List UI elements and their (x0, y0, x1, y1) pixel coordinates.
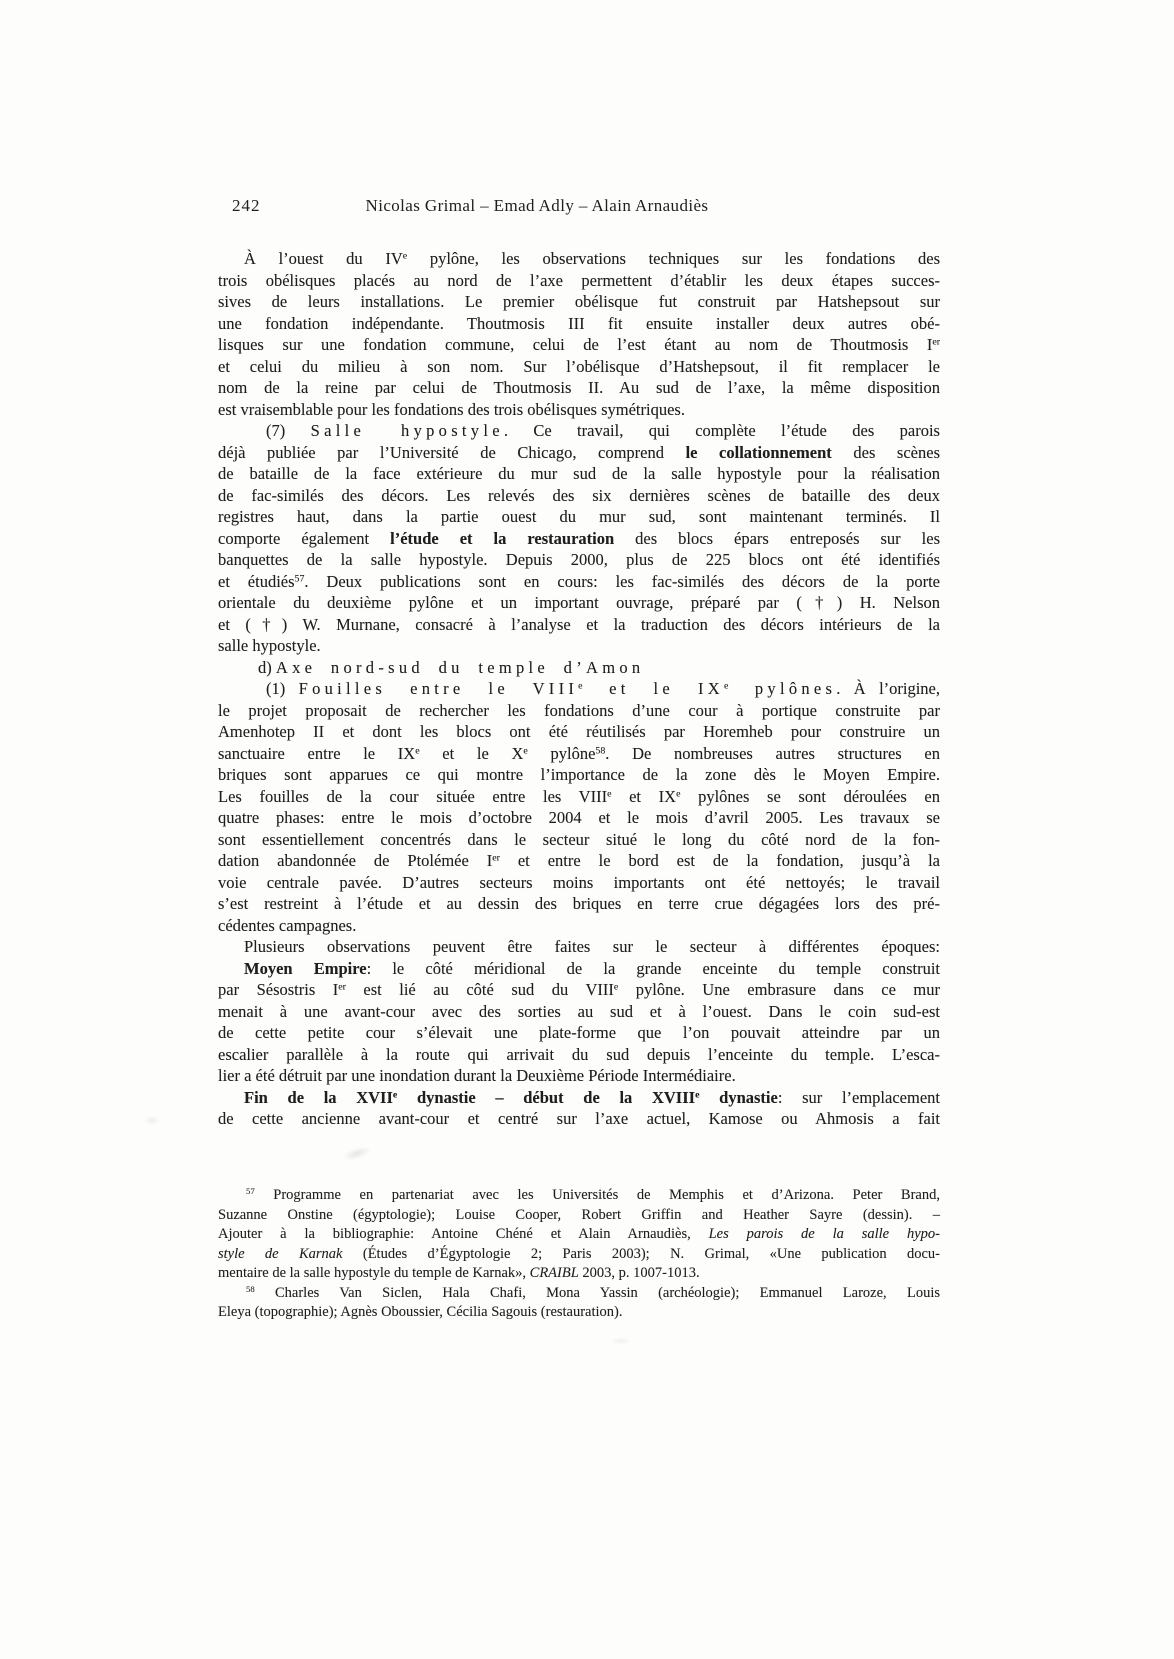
text-line: menait à une avant-cour avec des sorties au sud et à l’ouest. Dans le coin sud-est (218, 1001, 940, 1021)
scan-artifact (144, 1116, 160, 1125)
text-line: de cette petite cour s’élevait une plate-forme que l’on pouvait atteindre par un (218, 1023, 940, 1042)
text-line: $^{57}$ Programme en partenariat avec les Universités de Memphis et d’Arizona. Peter Brand, (246, 1186, 940, 1203)
text-line: Les fouilles de la cour située entre les VIIIe et IXe pylônes se sont déroulées en (218, 786, 940, 806)
text-line: sives de leurs installations. Le premier obélisque fut construit par Hatshepsout sur (218, 292, 940, 311)
footnote-57 (218, 1186, 940, 1284)
text-line: (7) Salle hypostyle. Ce travail, qui complète l’étude des parois (266, 421, 940, 440)
text-line: Ajouter à la bibliographie: Antoine Chéné et Alain Arnaudiès, Les parois de la salle hypo- (218, 1226, 940, 1242)
text-line: salle hypostyle. (218, 636, 321, 655)
text-line: trois obélisques placés au nord de l’axe permettent d’établir les deux étapes succes- (218, 270, 940, 290)
text-line: d) Axe nord-sud du temple d’Amon (258, 657, 645, 677)
page-number: 242 (232, 196, 261, 215)
footnotes (218, 1186, 940, 1323)
text-line: À l’ouest du IVe pylône, les observations techniques sur les fondations des (244, 249, 940, 268)
text-line: est vraisemblable pour les fondations des trois obélisques symétriques. (218, 399, 685, 419)
text-line: mentaire de la salle hypostyle du temple de Karnak», CRAIBL 2003, p. 1007-1013. (218, 1265, 700, 1281)
text-line: Amenhotep II et dont les blocs ont été réutilisés par Horemheb pour construire un (218, 722, 940, 741)
text-line: et (†) W. Murnane, consacré à l’analyse et la traduction des décors intérieurs de la (218, 614, 940, 634)
text-line: et étudiés$^{57}$. Deux publications sont en cours: les fac-similés des décors de la porte (218, 571, 940, 591)
text-line: cédentes campagnes. (218, 915, 357, 935)
text-line: dation abandonnée de Ptolémée Ier et entre le bord est de la fondation, jusqu’à la (218, 851, 940, 870)
para-obelisques (218, 248, 940, 420)
text-line: orientale du deuxième pylône et un important ouvrage, préparé par (†) H. Nelson (218, 593, 940, 612)
para-fouilles-pylones (218, 678, 940, 936)
para-salle-hypostyle (218, 420, 940, 657)
text-line: de bataille de la face extérieure du mur sud de la salle hypostyle pour la réalisation (218, 464, 940, 483)
text-line: de cette ancienne avant-cour et centré sur l’axe actuel, Kamose ou Ahmosis a fait (218, 1109, 940, 1128)
text-line: quatre phases: entre le mois d’octobre 2004 et le mois d’avril 2005. Les travaux se (218, 808, 940, 827)
text-line: lisques sur une fondation commune, celui de l’est étant au nom de Thoutmosis Ier (218, 335, 940, 354)
text-line: déjà publiée par l’Université de Chicago, comprend le collationnement des scènes (218, 442, 940, 462)
text-line: (1) Fouilles entre le VIIIe et le IXe pylônes. À l’origine, (266, 679, 941, 698)
text-line: et celui du milieu à son nom. Sur l’obélisque d’Hatshepsout, il fit remplacer le (218, 356, 940, 376)
text-line: le projet proposait de rechercher les fondations d’une cour à portique construite par (218, 700, 940, 720)
scan-artifact (610, 1337, 632, 1345)
text-line: de fac-similés des décors. Les relevés des six dernières scènes de bataille des deux (218, 485, 940, 505)
running-head-authors: Nicolas Grimal – Emad Adly – Alain Arnaudiès (365, 196, 709, 215)
text-line: une fondation indépendante. Thoutmosis III fit ensuite installer deux autres obé- (218, 313, 940, 333)
para-observations (218, 936, 940, 958)
text-line: Fin de la XVIIe dynastie – début de la XVIIIe dynastie: sur l’emplacement (244, 1087, 940, 1107)
scan-artifact (341, 1144, 373, 1164)
footnote-58 (218, 1284, 940, 1323)
text-line: Moyen Empire: le côté méridional de la grande enceinte du temple construit (244, 958, 940, 978)
text-line: par Sésostris Ier est lié au côté sud du VIIIe pylône. Une embrasure dans ce mur (218, 980, 940, 999)
text-line: escalier parallèle à la route qui arrivait du sud depuis l’enceinte du temple. L’esca- (218, 1044, 940, 1064)
text-line: lier a été détruit par une inondation durant la Deuxième Période Intermédiaire. (218, 1066, 736, 1085)
text-line: s’est restreint à l’étude et au dessin des briques en terre crue dégagées lors des pré- (218, 894, 940, 913)
heading-axe-nord-sud (218, 657, 940, 679)
text-line: registres haut, dans la partie ouest du mur sud, sont maintenant terminés. Il (218, 507, 940, 526)
running-head (218, 196, 940, 216)
text-line: Eleya (topographie); Agnès Oboussier, Cécilia Sagouis (restauration). (218, 1304, 623, 1320)
text-line: Suzanne Onstine (égyptologie); Louise Cooper, Robert Griffin and Heather Sayre (dessin). – (218, 1206, 940, 1223)
text-line: Plusieurs observations peuvent être faites sur le secteur à différentes époques: (244, 937, 940, 956)
text-line: comporte également l’étude et la restauration des blocs épars entreposés sur les (218, 528, 941, 548)
text-line: sont essentiellement concentrés dans le secteur situé le long du côté nord de la fon- (218, 829, 940, 849)
body-text (218, 248, 940, 1130)
text-line: style de Karnak (Études d’Égyptologie 2; Paris 2003); N. Grimal, «Une publication docu- (218, 1245, 940, 1262)
text-line: voie centrale pavée. D’autres secteurs moins importants ont été nettoyés; le travail (218, 872, 940, 892)
para-moyen-empire (218, 958, 940, 1087)
text-line: $^{58}$ Charles Van Siclen, Hala Chafi, Mona Yassin (archéologie); Emmanuel Laroze, Louis (246, 1283, 940, 1301)
text-line: briques sont apparues ce qui montre l’importance de la zone dès le Moyen Empire. (218, 765, 940, 784)
text-line: sanctuaire entre le IXe et le Xe pylône$^{58}$. De nombreuses autres structures en (218, 743, 940, 763)
para-fin-xvii-dynastie (218, 1087, 940, 1130)
text-line: banquettes de la salle hypostyle. Depuis 2000, plus de 225 blocs ont été identifiés (218, 550, 940, 569)
text-line: nom de la reine par celui de Thoutmosis II. Au sud de l’axe, la même disposition (218, 378, 940, 397)
